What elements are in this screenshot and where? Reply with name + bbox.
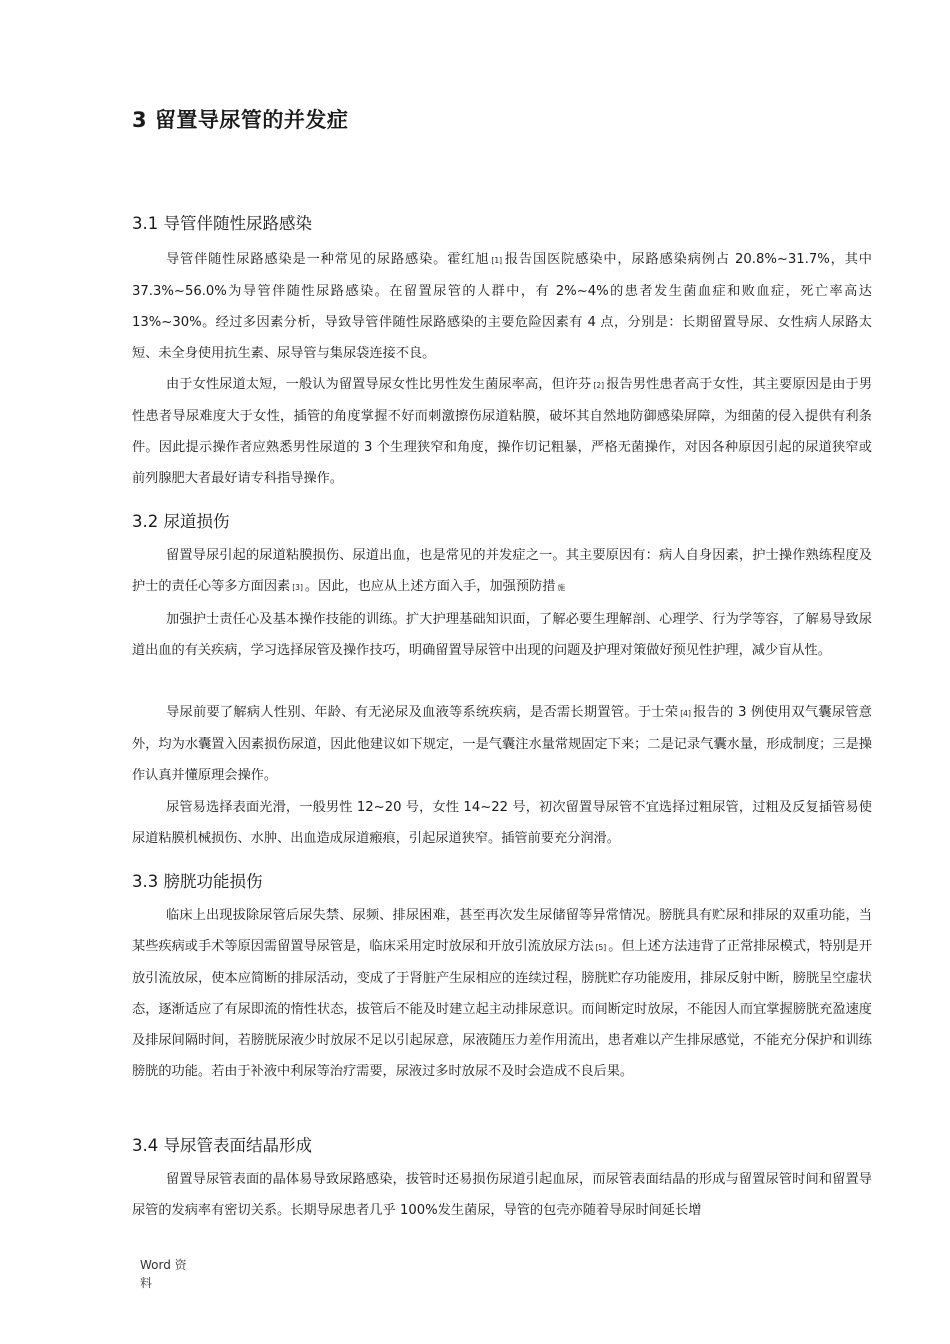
paragraph-text: 报告的 3 例使用双气囊尿管意外，均为水囊置入因素损伤尿道，因此他建议如下规定，一是气囊注水量常规固定下来；二是记录气囊水量，形成制度；三是操作认真并懂原理会操作。 (132, 705, 872, 783)
paragraph (132, 1164, 872, 1226)
chapter-title: 3 留置导尿管的并发症 (132, 108, 349, 132)
paragraph-text: 由于女性尿道太短，一般认为留置导尿女性比男性发生菌尿率高，但许芬 (166, 377, 592, 392)
paragraph (132, 604, 872, 666)
citation-ref: 施 (557, 583, 565, 592)
page-footer (140, 1256, 200, 1292)
citation-ref: [1] (491, 256, 503, 265)
citation-ref: [2] (593, 381, 605, 390)
citation-ref: [3] (292, 583, 303, 592)
section-heading-3-2: 3.2 尿道损伤 (132, 512, 230, 531)
paragraph-text: 留置导尿管表面的晶体易导致尿路感染，拔管时还易损伤尿道引起血尿，而尿管表面结晶的形成与留置尿管时间和留置导尿管的发病率有密切关系。长期导尿患者几乎 100%发生菌尿，导管的包壳亦随着导尿时间延长增 (132, 1172, 872, 1218)
citation-ref: [4] (680, 709, 691, 718)
paragraph-text: 报告男性患者高于女性，其主要原因是由于男性患者导尿难度大于女性，插管的角度掌握不好而刺激擦伤尿道粘膜，破坏其自然地防御感染屏障，为细菌的侵入提供有利条件。因此提示操作者应熟悉男性尿道的 3 个生理狭窄和角度，操作切记粗暴，严格无菌操作，对因各种原因引起的尿道狭窄或前列腺肥大者最好请专科指导操作。 (132, 377, 873, 486)
paragraph (132, 900, 872, 1087)
section-heading-3-1: 3.1 导管伴随性尿路感染 (132, 214, 312, 233)
paragraph-text: 报告国医院感染中，尿路感染病例占 20.8%~31.7%，其中 37.3%~56.0%为导管伴随性尿路感染。在留置尿管的人群中，有 2%~4%的患者发生菌血症和败血症，死亡率高达 13%~30%。经过多因素分析，导致导管伴随性尿路感染的主要危险因素有 4 点，分别是：长期留置导尿、女性病人尿路太短、未全身使用抗生素、尿导管与集尿袋连接不良。 (132, 252, 872, 361)
paragraph (132, 244, 872, 369)
section-heading-3-3: 3.3 膀胱功能损伤 (132, 872, 263, 891)
paragraph-text: 导尿前要了解病人性别、年龄、有无泌尿及血液等系统疾病，是否需长期置管。于士荣 (166, 705, 679, 720)
paragraph-text: 尿管易选择表面光滑，一般男性 12~20 号，女性 14~22 号，初次留置导尿管不宜选择过粗尿管，过粗及反复插管易使尿道粘膜机械损伤、水肿、出血造成尿道瘢痕，引起尿道狭窄。插管前要充分润滑。 (132, 800, 872, 846)
section-heading-3-4: 3.4 导尿管表面结晶形成 (132, 1136, 312, 1155)
paragraph (132, 369, 872, 494)
paragraph-text: 临床上出现拔除尿管后尿失禁、尿频、排尿困难，甚至再次发生尿储留等异常情况。膀胱具有贮尿和排尿的双重功能，当某些疾病或手术等原因需留置导尿管是，临床采用定时放尿和开放引流放尿方法 (132, 908, 872, 954)
citation-ref: [5] (595, 943, 607, 952)
paragraph-text: 。但上述方法违背了正常排尿模式，特别是开放引流放尿，使本应简断的排尿活动，变成了于肾脏产生尿相应的连续过程，膀胱贮存功能废用，排尿反射中断，膀胱呈空虚状态，逐渐适应了有尿即流的惰性状态，拔管后不能及时建立起主动排尿意识。而间断定时放尿，不能因人而宜掌握膀胱充盈速度及排尿间隔时间，若膀胱尿液少时放尿不足以引起尿意，尿液随压力差作用流出，患者难以产生排尿感觉，不能充分保护和训练膀胱的功能。若由于补液中利尿等治疗需要，尿液过多时放尿不及时会造成不良后果。 (132, 939, 873, 1079)
paragraph-text: 导管伴随性尿路感染是一种常见的尿路感染。霍红旭 (166, 252, 490, 267)
paragraph-text: 留置导尿引起的尿道粘膜损伤、尿道出血，也是常见的并发症之一。其主要原因有：病人自身因素，护士操作熟练程度及护士的责任心等多方面因素 (132, 548, 872, 594)
paragraph (132, 697, 872, 791)
paragraph-text: 。因此，也应从上述方面入手，加强预防措 (304, 579, 556, 594)
paragraph-text: 加强护士责任心及基本操作技能的训练。扩大护理基础知识面，了解必要生理解剖、心理学、行为学等容，了解易导致尿道出血的有关疾病，学习选择尿管及操作技巧，明确留置导尿管中出现的问题及护理对策做好预见性护理，减少盲从性。 (132, 612, 872, 658)
paragraph (132, 792, 872, 854)
paragraph (132, 540, 872, 603)
footer-line: 料 (140, 1276, 153, 1290)
footer-line: Word 资 (140, 1258, 187, 1272)
